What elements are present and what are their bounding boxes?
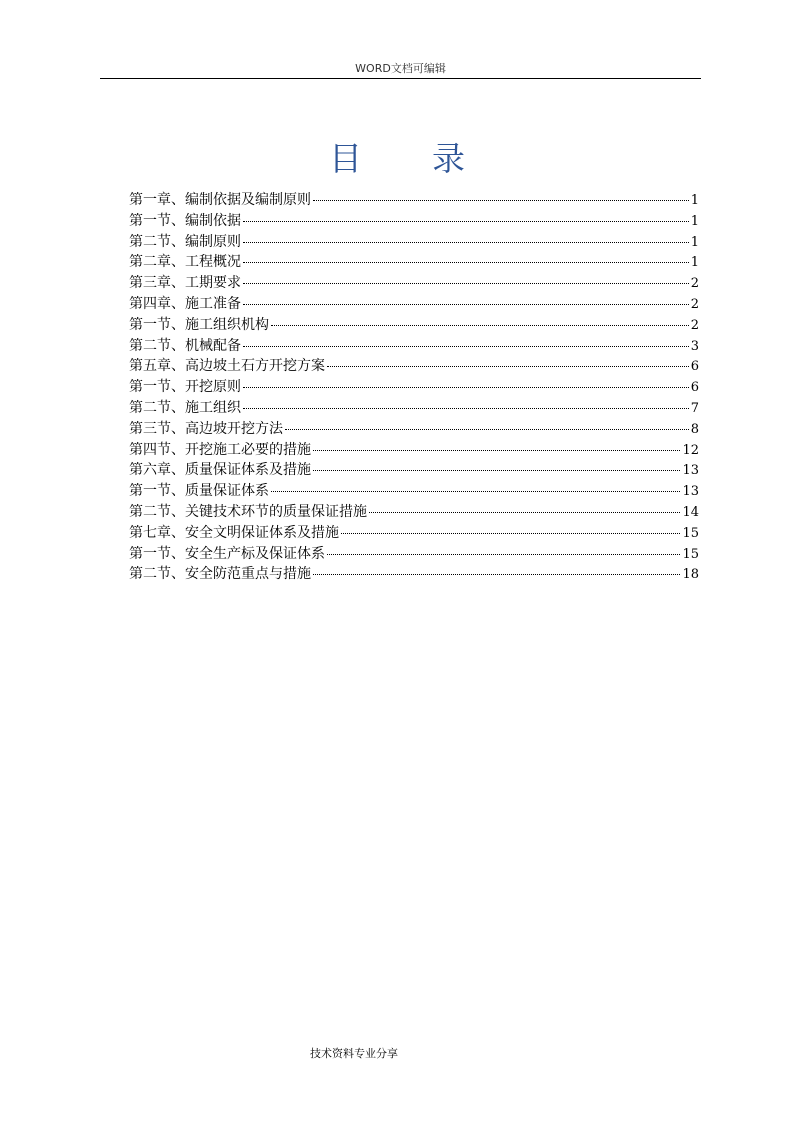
toc-leader-dots [313, 574, 680, 575]
toc-entry-label: 第三章、工期要求 [129, 275, 241, 292]
toc-entry[interactable] [129, 398, 699, 419]
toc-leader-dots [243, 387, 689, 388]
toc-entry-page: 2 [690, 276, 699, 292]
toc-leader-dots [271, 325, 689, 326]
toc-title [0, 134, 794, 184]
toc-entry[interactable] [129, 315, 699, 336]
toc-entry-page: 2 [690, 296, 699, 312]
toc-entry-label: 第二节、关键技术环节的质量保证措施 [129, 503, 367, 520]
toc-entry-label: 第一节、安全生产标及保证体系 [129, 545, 325, 562]
toc-entry-page: 8 [690, 421, 699, 437]
toc-entry[interactable] [129, 460, 699, 481]
toc-entry-page: 7 [690, 400, 699, 416]
toc-leader-dots [313, 450, 680, 451]
toc-entry[interactable] [129, 502, 699, 523]
toc-entry[interactable] [129, 523, 699, 544]
toc-entry-label: 第二节、安全防范重点与措施 [129, 566, 311, 583]
toc-entry-label: 第一节、编制依据 [129, 212, 241, 229]
toc-entry-label: 第一章、编制依据及编制原则 [129, 192, 311, 208]
toc-entry-page: 6 [690, 380, 699, 396]
toc-entry-page: 15 [682, 546, 699, 562]
toc-entry-page: 1 [690, 213, 699, 229]
toc-leader-dots [327, 366, 689, 367]
toc-entry-label: 第二节、施工组织 [129, 399, 241, 416]
toc-entry[interactable] [129, 544, 699, 565]
toc-leader-dots [243, 408, 689, 409]
toc-entry-page: 1 [690, 193, 699, 208]
table-of-contents [129, 190, 699, 585]
toc-entry[interactable] [129, 481, 699, 502]
toc-entry-label: 第七章、安全文明保证体系及措施 [129, 524, 339, 541]
toc-leader-dots [285, 429, 689, 430]
toc-leader-dots [271, 491, 680, 492]
toc-leader-dots [243, 221, 689, 222]
toc-entry[interactable] [129, 377, 699, 398]
toc-entry-page: 2 [690, 317, 699, 333]
toc-leader-dots [243, 283, 689, 284]
footer-text: 技术资料专业分享 [310, 1047, 398, 1060]
toc-entry[interactable] [129, 419, 699, 440]
toc-entry-page: 1 [690, 234, 699, 250]
page-header [100, 60, 701, 79]
toc-entry-label: 第二节、机械配备 [129, 337, 241, 354]
toc-entry-page: 3 [690, 338, 699, 354]
toc-entry[interactable] [129, 440, 699, 461]
toc-entry[interactable] [129, 252, 699, 273]
toc-entry-label: 第一节、开挖原则 [129, 379, 241, 396]
toc-title-char-2: 录 [432, 139, 465, 178]
toc-entry-label: 第二节、编制原则 [129, 233, 241, 250]
toc-leader-dots [369, 512, 680, 513]
toc-entry-page: 6 [690, 359, 699, 375]
toc-entry[interactable] [129, 336, 699, 357]
toc-entry[interactable] [129, 356, 699, 377]
toc-leader-dots [243, 242, 689, 243]
toc-entry-label: 第四节、开挖施工必要的措施 [129, 441, 311, 458]
toc-entry-page: 18 [682, 567, 699, 583]
toc-entry-label: 第二章、工程概况 [129, 254, 241, 271]
toc-leader-dots [243, 304, 689, 305]
toc-leader-dots [313, 470, 680, 471]
toc-leader-dots [313, 200, 689, 201]
header-text: WORD文档可编辑 [355, 62, 446, 75]
toc-entry-label: 第一节、施工组织机构 [129, 316, 269, 333]
toc-title-char-1: 目 [329, 139, 362, 178]
toc-entry-label: 第四章、施工准备 [129, 295, 241, 312]
toc-entry[interactable] [129, 232, 699, 253]
toc-entry-page: 13 [682, 484, 699, 500]
toc-leader-dots [243, 346, 689, 347]
toc-entry[interactable] [129, 211, 699, 232]
toc-entry[interactable] [129, 273, 699, 294]
toc-entry-label: 第六章、质量保证体系及措施 [129, 462, 311, 479]
toc-entry-page: 13 [682, 463, 699, 479]
toc-leader-dots [341, 533, 680, 534]
toc-entry-page: 15 [682, 525, 699, 541]
toc-entry[interactable] [129, 190, 699, 211]
toc-entry-page: 12 [682, 442, 699, 458]
toc-leader-dots [243, 262, 689, 263]
page-footer [0, 1046, 708, 1062]
toc-entry-page: 14 [682, 504, 699, 520]
toc-leader-dots [327, 554, 680, 555]
toc-entry-label: 第三节、高边坡开挖方法 [129, 420, 283, 437]
toc-entry-label: 第一节、质量保证体系 [129, 483, 269, 500]
toc-entry-label: 第五章、高边坡土石方开挖方案 [129, 358, 325, 375]
toc-entry-page: 1 [690, 255, 699, 271]
toc-entry[interactable] [129, 294, 699, 315]
toc-entry[interactable] [129, 564, 699, 585]
